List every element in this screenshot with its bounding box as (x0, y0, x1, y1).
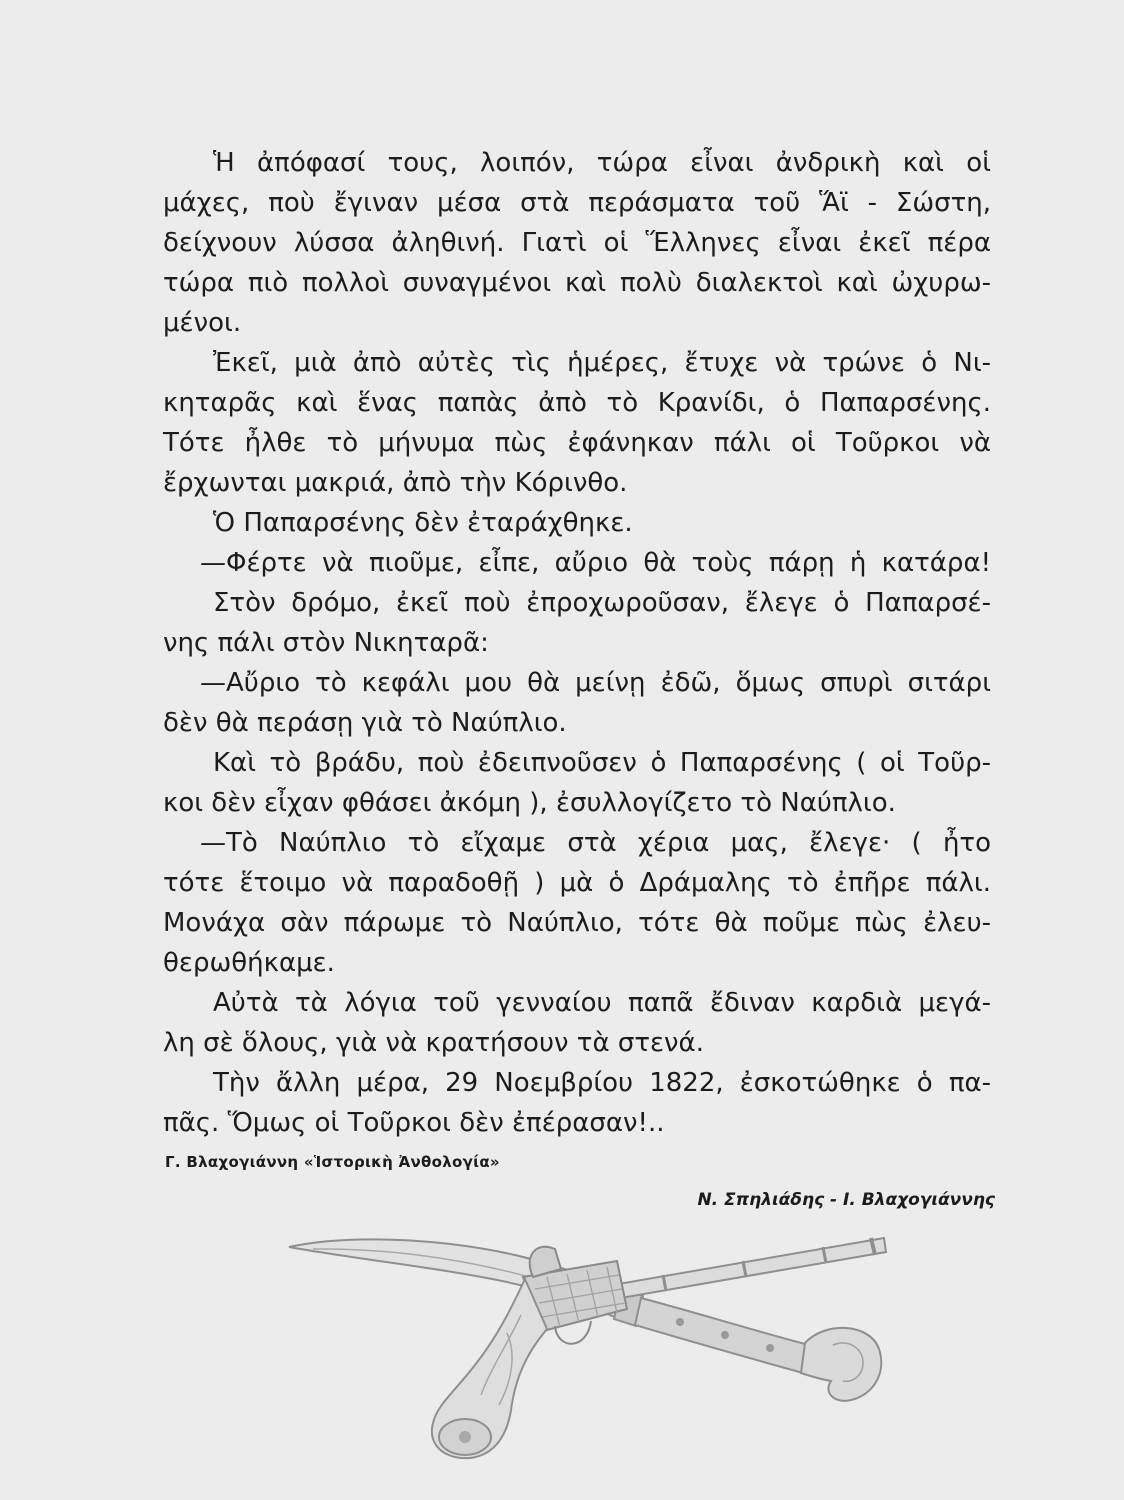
text-line: —Τὸ Ναύπλιο τὸ εἴχαμε στὰ χέρια μας, ἔλεγε· ( ἦτο (200, 828, 991, 858)
text-line: —Φέρτε νὰ πιοῦμε, εἶπε, αὔριο θὰ τοὺς πάρῃ ἡ κατάρα! (200, 548, 991, 578)
paragraph (163, 743, 991, 823)
text-line: Ἐκεῖ, μιὰ ἀπὸ αὐτὲς τὶς ἡμέρες, ἔτυχε νὰ τρώνε ὁ Νι- (213, 348, 991, 378)
paragraph (163, 983, 991, 1063)
text-line: Τότε ἦλθε τὸ μήνυμα πὼς ἐφάνηκαν πάλι οἱ Τοῦρκοι νὰ (163, 428, 991, 458)
text-line: νης πάλι στὸν Νικηταρᾶ: (163, 628, 489, 658)
text-line: Ὁ Παπαρσένης δὲν ἐταράχθηκε. (213, 508, 633, 538)
text-line: ἔρχωνται μακριά, ἀπὸ τὴν Κόρινθο. (163, 468, 628, 498)
paragraph (163, 1063, 991, 1143)
text-line: δείχνουν λύσσα ἀληθινή. Γιατὶ οἱ Ἕλληνες εἶναι ἐκεῖ πέρα (163, 228, 991, 258)
text-line: Στὸν δρόμο, ἐκεῖ ποὺ ἐπροχωροῦσαν, ἔλεγε ὁ Παπαρσέ- (213, 588, 991, 618)
text-line: λη σὲ ὅλους, γιὰ νὰ κρατήσουν τὰ στενά. (163, 1028, 704, 1058)
dialogue-paragraph (163, 543, 991, 583)
yataghan-pommel (801, 1328, 881, 1401)
paragraph (163, 143, 991, 343)
pistol-barrel (584, 1238, 886, 1304)
text-line: μάχες, ποὺ ἔγιναν μέσα στὰ περάσματα τοῦ Ἅϊ - Σώστη, (163, 188, 991, 218)
dialogue-paragraph (163, 663, 991, 743)
text-line: τότε ἕτοιμο νὰ παραδοθῇ ) μὰ ὁ Δράμαλης τὸ ἐπῆρε πάλι. (163, 868, 991, 898)
text-line: Αὐτὰ τὰ λόγια τοῦ γενναίου παπᾶ ἔδιναν καρδιὰ μεγά- (213, 988, 991, 1018)
authors-credit: Ν. Σπηλιάδης - Ι. Βλαχογιάννης (697, 1190, 995, 1210)
text-line: Τὴν ἄλλη μέρα, 29 Νοεμβρίου 1822, ἐσκοτώθηκε ὁ πα- (213, 1068, 991, 1098)
text-line: μένοι. (163, 308, 242, 338)
paragraph (163, 343, 991, 503)
paragraph (163, 503, 991, 543)
paragraph (163, 583, 991, 663)
crossed-yataghan-pistol-icon (285, 1205, 895, 1470)
grip-rivet (676, 1318, 684, 1326)
butt-cap-boss (459, 1431, 471, 1443)
text-line: τώρα πιὸ πολλοὶ συναγμένοι καὶ πολὺ διαλεκτοὶ καὶ ὠχυρω- (163, 268, 991, 298)
text-line: δὲν θὰ περάσῃ γιὰ τὸ Ναύπλιο. (163, 708, 567, 738)
body-text (163, 143, 991, 1143)
grip-rivet (721, 1331, 729, 1339)
source-citation: Γ. Βλαχογιάννη «Ἱστορικὴ Ἀνθολογία» (165, 1153, 500, 1171)
text-line: Μονάχα σὰν πάρωμε τὸ Ναύπλιο, τότε θὰ ποῦμε πὼς ἐλευ- (163, 908, 991, 938)
text-line: θερωθήκαμε. (163, 948, 335, 978)
text-line: —Αὔριο τὸ κεφάλι μου θὰ μείνῃ ἐδῶ, ὅμως σπυρὶ σιτάρι (200, 668, 991, 698)
text-line: κηταρᾶς καὶ ἕνας παπὰς ἀπὸ τὸ Κρανίδι, ὁ Παπαρσένης. (163, 388, 991, 418)
dialogue-paragraph (163, 823, 991, 983)
text-line: Καὶ τὸ βράδυ, ποὺ ἐδειπνοῦσεν ὁ Παπαρσένης ( οἱ Τοῦρ- (213, 748, 991, 778)
text-line: πᾶς. Ὅμως οἱ Τοῦρκοι δὲν ἐπέρασαν!.. (163, 1108, 665, 1138)
text-line: κοι δὲν εἶχαν φθάσει ἀκόμη ), ἐσυλλογίζετο τὸ Ναύπλιο. (163, 788, 896, 818)
grip-rivet (766, 1344, 774, 1352)
text-line: Ἡ ἀπόφασί τους, λοιπόν, τώρα εἶναι ἀνδρικὴ καὶ οἱ (213, 148, 991, 178)
